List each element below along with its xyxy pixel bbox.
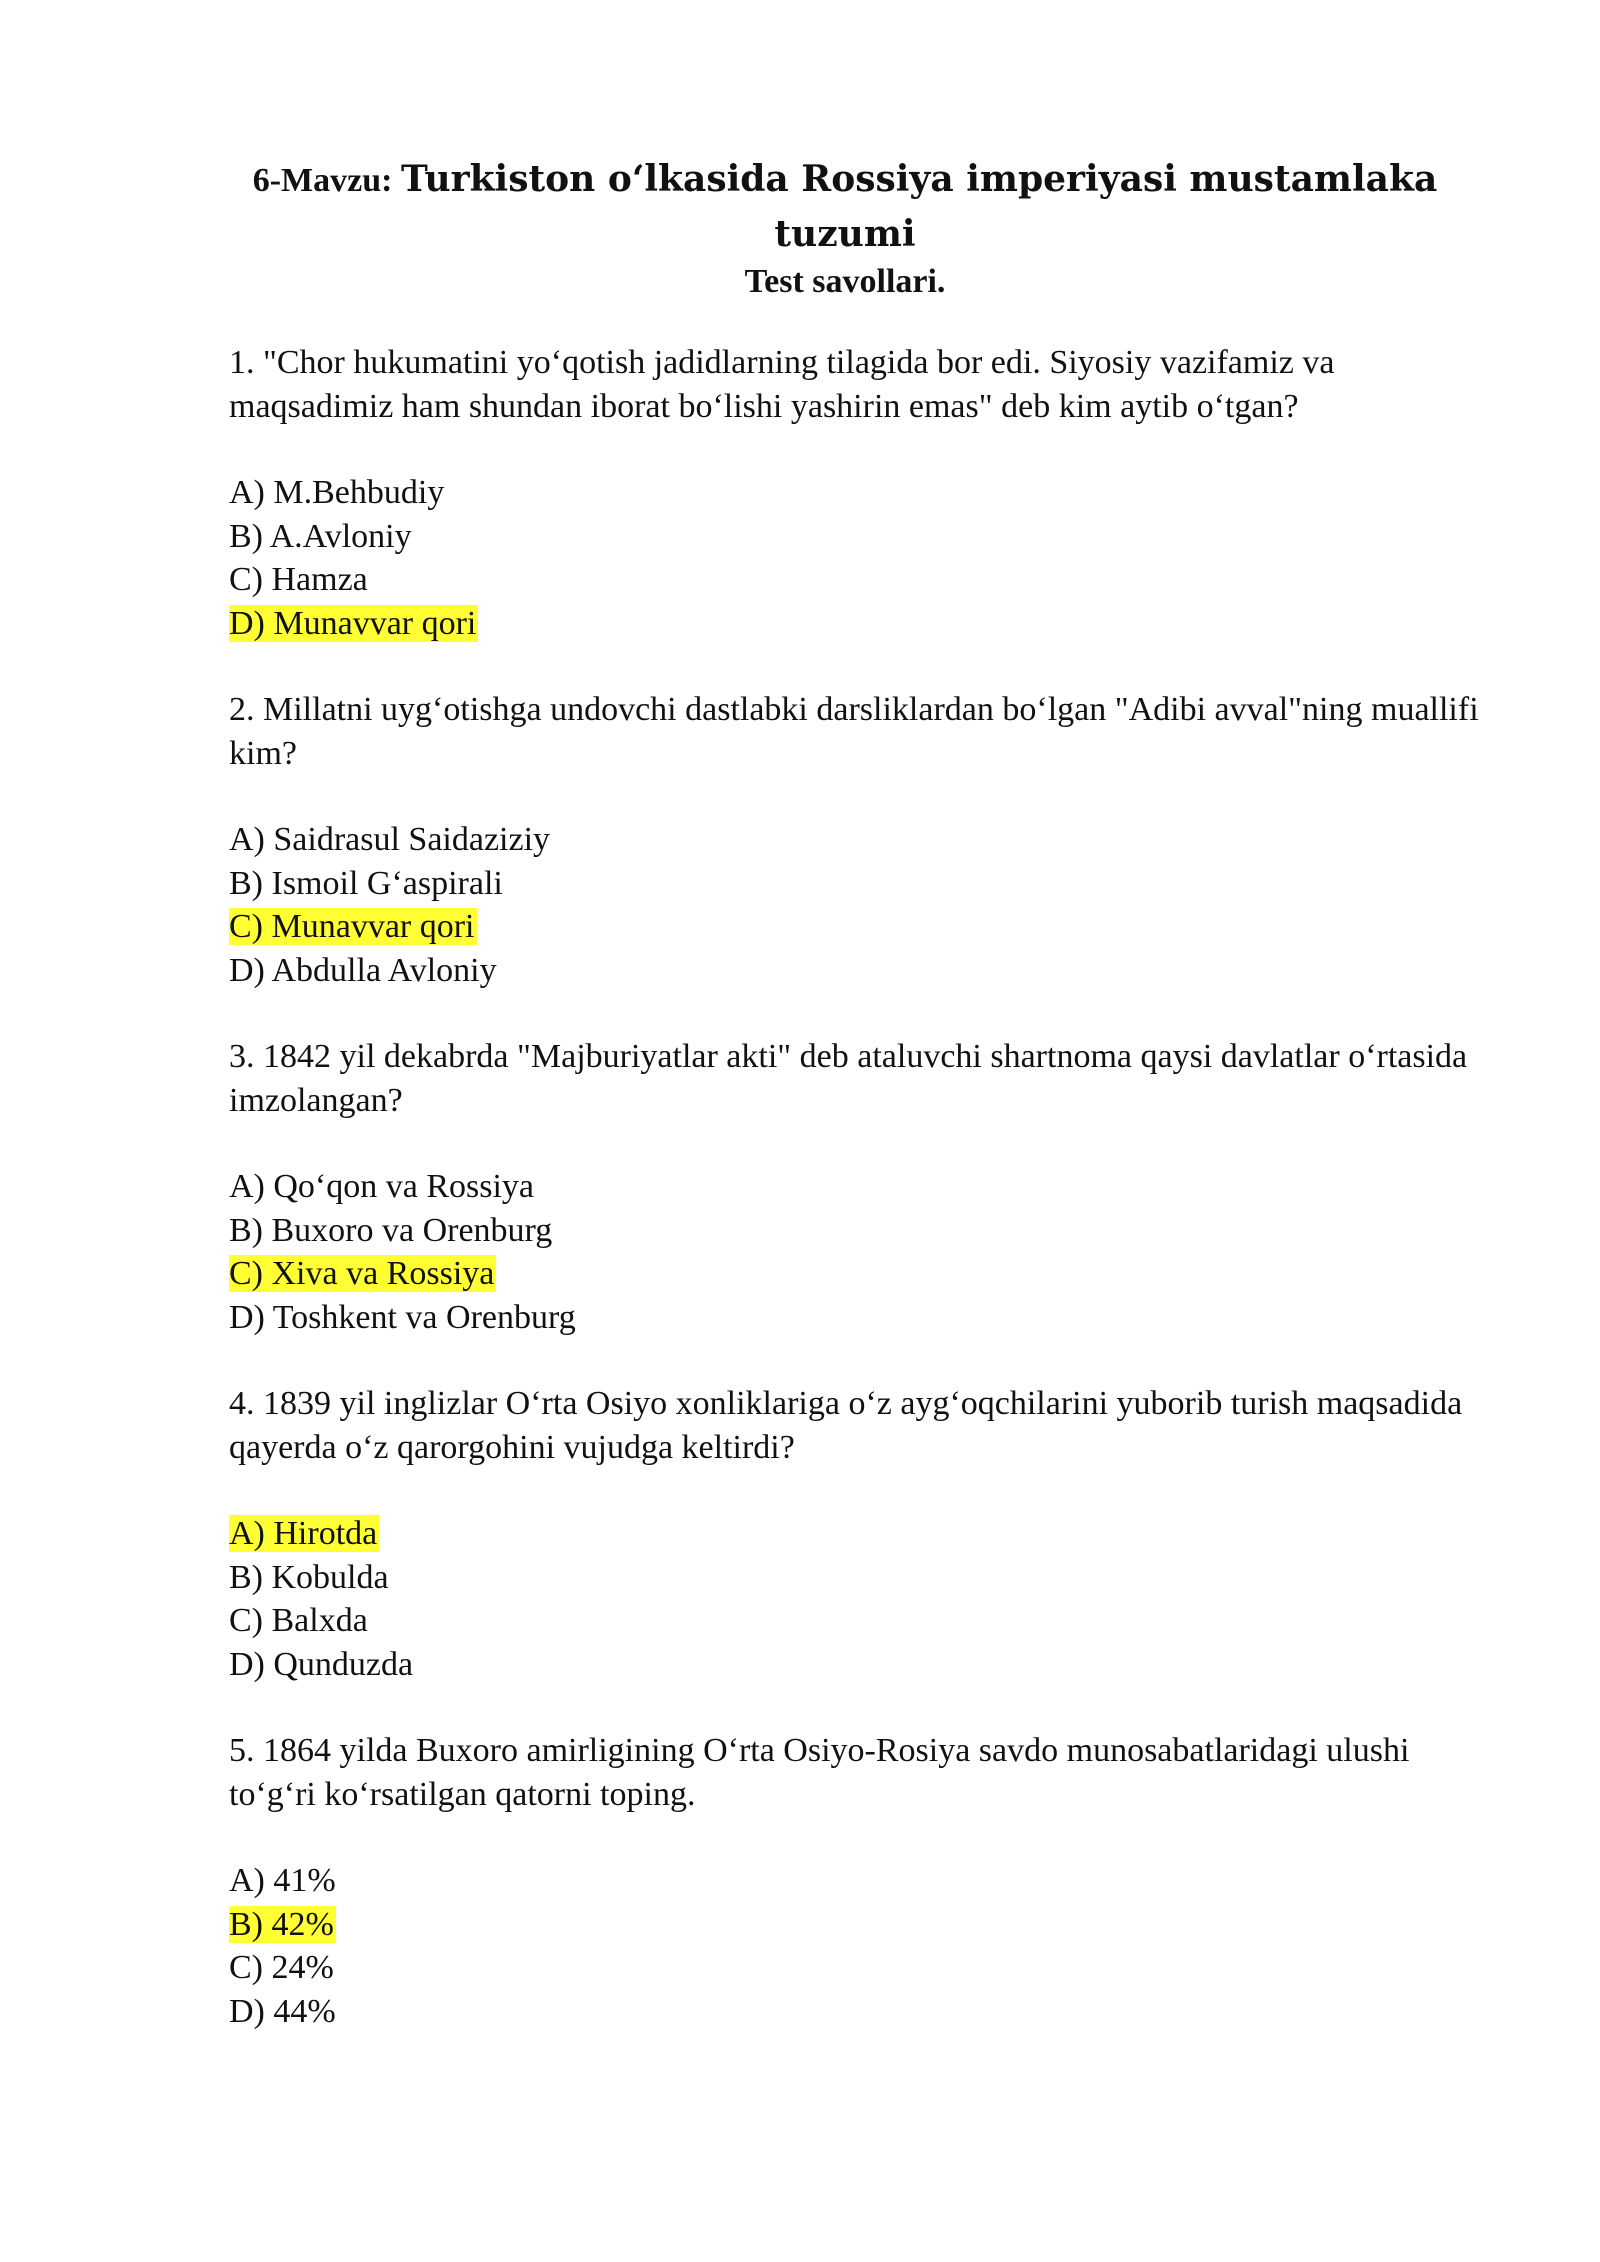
option-b (229, 1209, 1499, 1253)
answer-options (229, 818, 1499, 992)
option-label: A) M.Behbudiy (229, 474, 445, 511)
option-label: A) Hirotda (229, 1515, 378, 1552)
option-label: B) Ismoil G‘aspirali (229, 864, 503, 902)
option-a (229, 1512, 1499, 1556)
question-4 (229, 1382, 1499, 1686)
page-subtitle: Test savollari. (744, 263, 946, 300)
answer-options (229, 471, 1499, 645)
option-d (229, 1296, 1499, 1340)
option-label: A) 41% (229, 1862, 336, 1899)
question-list (229, 341, 1499, 2076)
option-label: B) Buxoro va Orenburg (229, 1211, 553, 1249)
option-label: C) Balxda (229, 1602, 368, 1639)
page-title (230, 152, 1460, 260)
option-a (229, 471, 1499, 515)
option-label: C) Hamza (229, 561, 368, 598)
question-1 (229, 341, 1499, 645)
document-header (230, 152, 1460, 304)
option-label: D) Qunduzda (229, 1645, 414, 1683)
question-2 (229, 688, 1499, 992)
question-text: 2. Millatni uyg‘otishga undovchi dastlabki darsliklardan bo‘lgan "Adibi avval"ning muallifi kim? (229, 691, 1479, 772)
option-d (229, 1643, 1499, 1687)
answer-options (229, 1165, 1499, 1339)
option-a (229, 818, 1499, 862)
answer-options (229, 1512, 1499, 1686)
option-d (229, 1990, 1499, 2034)
question-text: 1. "Chor hukumatini yo‘qotish jadidlarning tilagida bor edi. Siyosiy vazifamiz va maqsadimiz ham shundan iborat bo‘lishi yashirin emas" deb kim aytib o‘tgan? (229, 344, 1335, 425)
title-main: Turkiston o‘lkasida Rossiya imperiyasi mustamlaka tuzumi (400, 158, 1438, 255)
option-a (229, 1859, 1499, 1903)
option-label: D) Abdulla Avloniy (229, 951, 497, 989)
question-text: 4. 1839 yil inglizlar O‘rta Osiyo xonliklariga o‘z ayg‘oqchilarini yuborib turish maqsadida qayerda o‘z qarorgohini vujudga keltirdi? (229, 1385, 1463, 1466)
option-d (229, 602, 1499, 646)
option-label: B) A.Avloniy (229, 517, 412, 555)
option-c (229, 905, 1499, 949)
option-b (229, 1556, 1499, 1600)
option-label: A) Saidrasul Saidaziziy (229, 821, 551, 858)
option-d (229, 949, 1499, 993)
question-text: 3. 1842 yil dekabrda "Majburiyatlar akti" deb ataluvchi shartnoma qaysi davlatlar o‘rtasida imzolangan? (229, 1038, 1468, 1119)
option-c (229, 1252, 1499, 1296)
option-label: D) 44% (229, 1992, 336, 2030)
question-5 (229, 1729, 1499, 2033)
option-c (229, 1946, 1499, 1990)
question-text: 5. 1864 yilda Buxoro amirligining O‘rta Osiyo-Rosiya savdo munosabatlaridagi ulushi to‘g‘ri ko‘rsatilgan qatorni toping. (229, 1732, 1410, 1813)
option-c (229, 558, 1499, 602)
option-label: C) Xiva va Rossiya (229, 1255, 495, 1292)
option-label: A) Qo‘qon va Rossiya (229, 1168, 535, 1205)
option-a (229, 1165, 1499, 1209)
option-label: D) Munavvar qori (229, 604, 477, 642)
option-c (229, 1599, 1499, 1643)
title-prefix: 6-Mavzu: (252, 162, 401, 199)
question-3 (229, 1035, 1499, 1339)
option-label: C) 24% (229, 1949, 334, 1986)
answer-options (229, 1859, 1499, 2033)
option-label: C) Munavvar qori (229, 908, 475, 945)
option-b (229, 862, 1499, 906)
option-b (229, 515, 1499, 559)
option-label: B) 42% (229, 1905, 334, 1943)
option-b (229, 1903, 1499, 1947)
option-label: B) Kobulda (229, 1558, 389, 1596)
option-label: D) Toshkent va Orenburg (229, 1298, 576, 1336)
